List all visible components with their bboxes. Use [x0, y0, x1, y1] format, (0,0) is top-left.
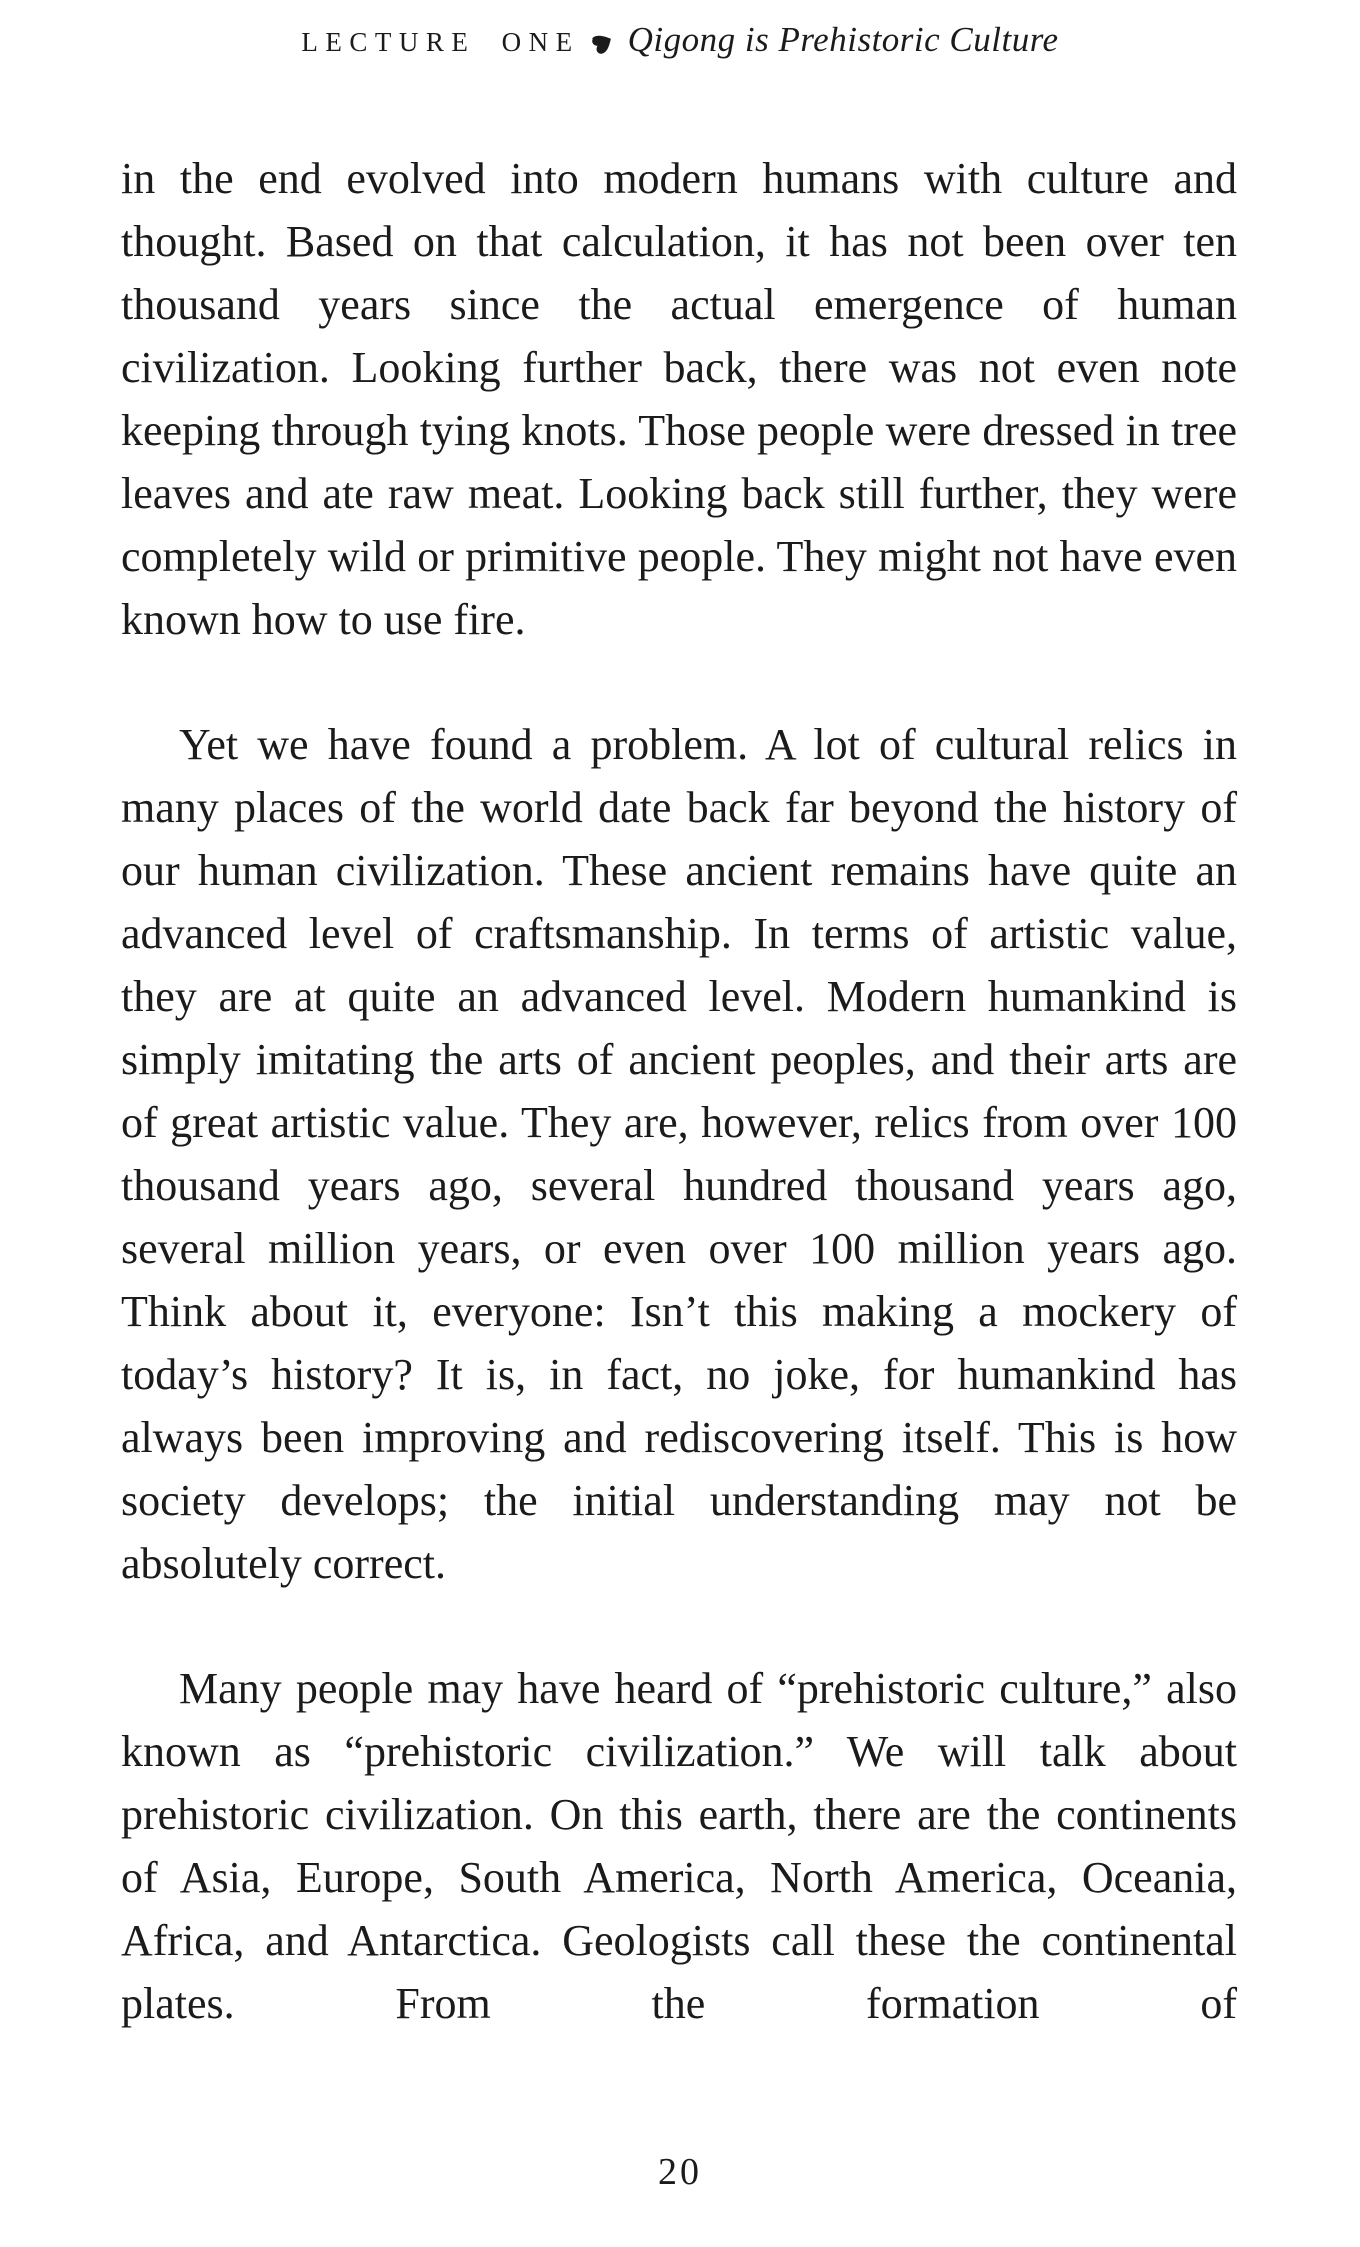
chapter-title: Qigong is Prehistoric Culture — [627, 20, 1059, 59]
page-footer — [0, 2150, 1360, 2194]
running-header — [0, 20, 1360, 60]
page-number: 20 — [658, 2151, 702, 2193]
hedera-leaf-icon — [590, 32, 614, 55]
body-paragraph-2: Yet we have found a problem. A lot of cultural relics in many places of the world date back far beyond the history of our human civilization. These ancient remains have quite an advanced level of craftsmanship. In terms of artistic value, they are at quite an advanced level. Modern humankind is simply imitating the arts of ancient peoples, and their arts are of great artistic value. They are, however, relics from over 100 thousand years ago, several hundred thousand years ago, several million years, or even over 100 million years ago. Think about it, everyone: Isn’t this making a mockery of today’s history? It is, in fact, no joke, for humankind has always been improving and rediscovering itself. This is how society develops; the initial understanding may not be absolutely correct. — [121, 720, 1237, 1588]
body-paragraph-3: Many people may have heard of “prehistoric culture,” also known as “prehistoric civilization.” We will talk about prehistoric civilization. On this earth, there are the continents of Asia, Europe, South America, North America, Oceania, Africa, and Antarctica. Geologists call these the continental plates. From the formation of — [121, 1664, 1237, 2028]
body-paragraph-1: in the end evolved into modern humans with culture and thought. Based on that calculation, it has not been over ten thousand years since the actual emergence of human civilization. Looking further back, there was not even note keeping through tying knots. Those people were dressed in tree leaves and ate raw meat. Looking back still further, they were completely wild or primitive people. They might not have even known how to use fire. — [121, 154, 1237, 644]
page-body — [121, 147, 1237, 2035]
lecture-label: LECTURE ONE — [301, 27, 580, 57]
